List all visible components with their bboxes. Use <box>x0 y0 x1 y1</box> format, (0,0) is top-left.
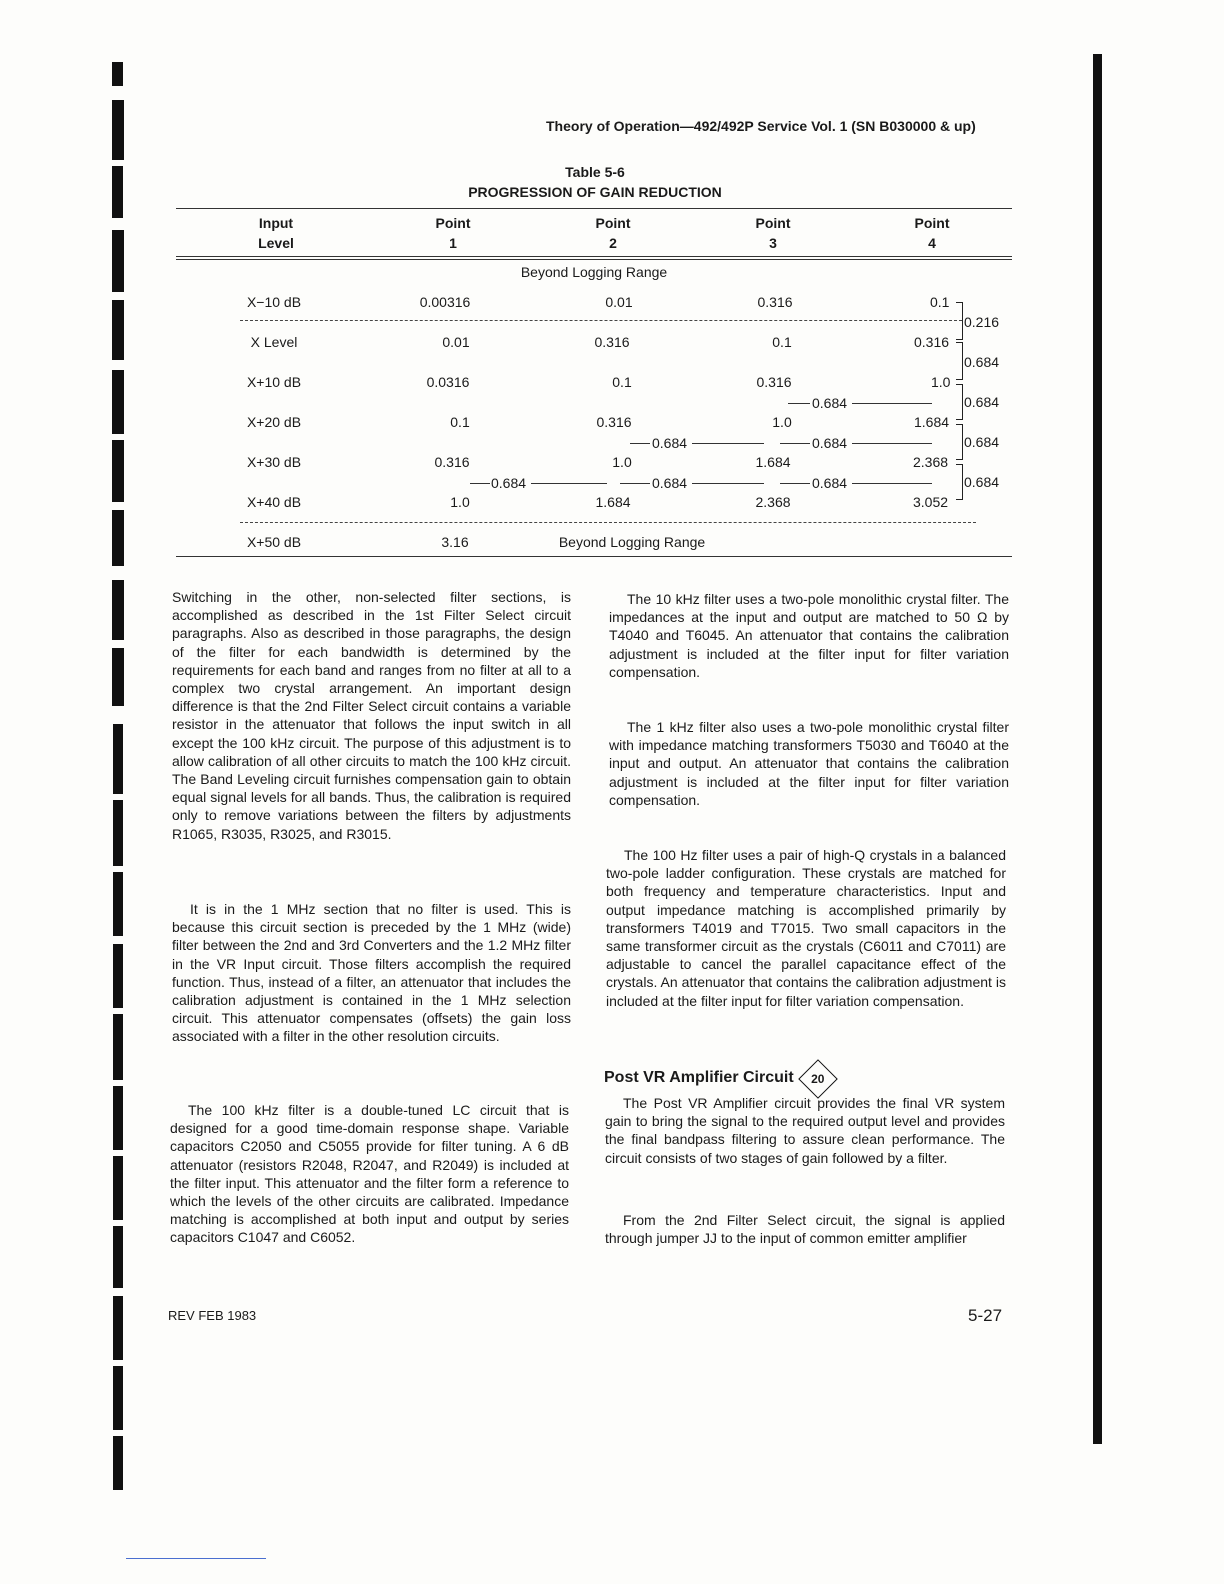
diff-bracket <box>956 424 963 460</box>
point-3-cell: 0.1 <box>772 334 792 350</box>
point-2-cell: 0.316 <box>596 414 632 430</box>
point-3-cell: 1.684 <box>755 454 791 470</box>
point-4-cell: 1.684 <box>914 414 950 430</box>
diagram-reference-diamond-icon <box>798 1059 838 1099</box>
point-2-cell: 1.684 <box>595 494 631 510</box>
footer-revision: REV FEB 1983 <box>168 1308 257 1323</box>
x-level-dashed-rule-top <box>240 320 962 321</box>
right-paragraph-post-vr-signal-path: From the 2nd Filter Select circuit, the signal is applied through jumper JJ to the input of common emitter amplifier <box>605 1212 1005 1247</box>
header-rule-1 <box>176 256 1012 257</box>
column-header-point-4: Point 4 <box>914 215 950 251</box>
point-4-cell: 0.1 <box>930 294 950 310</box>
point-2-cell: 0.1 <box>612 374 632 390</box>
point-3-cell: 0.316 <box>757 294 793 310</box>
point-1-cell: 0.316 <box>434 454 470 470</box>
diff-value: 0.684 <box>964 394 1000 410</box>
point-1-cell: 0.1 <box>450 414 470 430</box>
x-level-dashed-rule-bottom <box>240 522 976 523</box>
connector-value: 0.684 <box>812 475 848 491</box>
diff-bracket <box>956 342 963 380</box>
right-paragraph-100hz-filter: The 100 Hz filter uses a pair of high-Q crystals in a balanced two-pole ladder configuration. These crystals are matched for both frequency and temperature characteristics. Input and output impedance matching is accomplished primarily by transformers T4019 and T7015. Two small capacitors in the same transformer circuit as the crystals (C6011 and C7011) are adjustable to cancel the parallel capacitance effect of the crystals. An attenuator that contains the calibration adjustment is included at the filter input for filter variation compensation. <box>606 847 1006 1009</box>
input-level-cell: X+40 dB <box>246 494 302 510</box>
connector-line <box>630 443 650 444</box>
diff-bracket <box>956 464 963 500</box>
diff-value: 0.684 <box>964 474 1000 490</box>
input-level-cell: X Level <box>250 334 298 350</box>
input-level-cell: X+30 dB <box>246 454 302 470</box>
diff-value: 0.684 <box>964 434 1000 450</box>
diff-bracket <box>956 302 963 340</box>
point-3-cell: 0.316 <box>756 374 792 390</box>
connector-line <box>788 403 810 404</box>
input-level-cell: X−10 dB <box>246 294 302 310</box>
point-2-cell: 1.0 <box>612 454 632 470</box>
connector-line <box>692 443 764 444</box>
column-header-point-2: Point 2 <box>595 215 631 251</box>
connector-line <box>852 443 932 444</box>
connector-value: 0.684 <box>652 475 688 491</box>
page-number: 5-27 <box>968 1306 1003 1325</box>
beyond-logging-range-bottom: Beyond Logging Range <box>558 534 706 550</box>
column-header-point-3: Point 3 <box>755 215 791 251</box>
point-4-cell: 1.0 <box>931 374 951 390</box>
scan-underline <box>126 1558 266 1559</box>
connector-line <box>620 483 650 484</box>
table-number: Table 5-6 <box>565 164 625 180</box>
point-1-cell: 3.16 <box>441 534 469 550</box>
right-paragraph-10khz-filter: The 10 kHz filter uses a two-pole monolithic crystal filter. The impedances at the input and output are matched to 50 Ω by T4040 and T6045. An attenuator that contains the calibration adjustment is included at the filter input for filter variation compensation. <box>609 591 1009 680</box>
connector-line <box>470 483 490 484</box>
connector-line <box>531 483 607 484</box>
point-1-cell: 0.00316 <box>419 294 471 310</box>
right-paragraph-1khz-filter: The 1 kHz filter also uses a two-pole monolithic crystal filter with impedance matching transformers T5030 and T6040 at the input and output. An attenuator that contains the calibration adjustment is included at the filter input for filter variation compensation. <box>609 719 1009 808</box>
connector-line <box>692 483 764 484</box>
diagram-reference-number: 20 <box>810 1071 825 1086</box>
connector-line <box>852 483 932 484</box>
input-level-cell: X+20 dB <box>246 414 302 430</box>
connector-value: 0.684 <box>812 395 848 411</box>
diff-value: 0.684 <box>964 354 1000 370</box>
column-header-point-1: Point 1 <box>435 215 471 251</box>
table-top-rule <box>176 208 1012 209</box>
connector-line <box>780 483 810 484</box>
diff-bracket <box>956 384 963 420</box>
point-3-cell: 2.368 <box>755 494 791 510</box>
point-2-cell: 0.316 <box>594 334 630 350</box>
table-bottom-rule <box>176 556 1012 557</box>
point-1-cell: 1.0 <box>450 494 470 510</box>
connector-line <box>852 403 932 404</box>
left-paragraph-1mhz-section: It is in the 1 MHz section that no filter is used. This is because this circuit section is preceded by the 1 MHz (wide) filter between the 2nd and 3rd Converters and the 1.2 MHz filter in the VR Input circuit. Those filters accomplish the required function. Thus, instead of a filter, an attenuator that includes the calibration adjustment is contained in the 1 MHz selection circuit. This attenuator compensates (offsets) the gain loss associated with a filter in the other resolution circuits. <box>172 901 571 1045</box>
header-rule-2 <box>176 259 1012 260</box>
point-4-cell: 3.052 <box>913 494 949 510</box>
input-level-cell: X+50 dB <box>246 534 302 550</box>
diff-value: 0.216 <box>964 314 1000 330</box>
column-header-input-level: Input Level <box>258 215 294 251</box>
connector-line <box>780 443 810 444</box>
section-heading-text: Post VR Amplifier Circuit <box>604 1069 794 1086</box>
left-paragraph-filter-switching: Switching in the other, non-selected filter sections, is accomplished as described in the 1st Filter Select circuit paragraphs. Also as described in those paragraphs, the design of the filter for each bandwidth is determined by the requirements for each band and ranges from no filter at all to a complex two crystal arrangement. An important design difference is that the 2nd Filter Select circuit contains a variable resistor in the attenuator that follows the input switch in all except the 100 kHz circuit. The purpose of this adjustment is to allow calibration of all other circuits to match the 100 kHz circuit. The Band Leveling circuit furnishes compensation gain to obtain equal signal levels for all bands. Thus, the calibration is required only to remove variations between the filters by adjustments R1065, R3035, R3025, and R3015. <box>172 589 571 842</box>
table-title: PROGRESSION OF GAIN REDUCTION <box>468 184 722 200</box>
connector-value: 0.684 <box>491 475 527 491</box>
point-3-cell: 1.0 <box>772 414 792 430</box>
left-paragraph-100khz-filter: The 100 kHz filter is a double-tuned LC circuit that is designed for a good time-domain response shape. Variable capacitors C2050 and C5055 provide for filter tuning. A 6 dB attenuator (resistors R2048, R2047, and R2049) is included at the filter input. This attenuator and the filter form a reference to which the levels of the other circuits are calibrated. Impedance matching is accomplished at both input and output by series capacitors C1047 and C6052. <box>170 1102 569 1246</box>
point-1-cell: 0.01 <box>442 334 470 350</box>
connector-value: 0.684 <box>812 435 848 451</box>
point-4-cell: 2.368 <box>913 454 949 470</box>
beyond-logging-range-top: Beyond Logging Range <box>520 264 668 280</box>
right-edge-bar <box>1093 54 1102 1444</box>
right-paragraph-post-vr-intro: The Post VR Amplifier circuit provides the final VR system gain to bring the signal to the required output level and provides the final bandpass filtering to assure clean performance. The circuit consists of two stages of gain followed by a filter. <box>605 1095 1005 1166</box>
input-level-cell: X+10 dB <box>246 374 302 390</box>
connector-value: 0.684 <box>652 435 688 451</box>
section-heading-post-vr-amplifier <box>604 1063 832 1093</box>
point-1-cell: 0.0316 <box>426 374 470 390</box>
point-2-cell: 0.01 <box>605 294 633 310</box>
point-4-cell: 0.316 <box>914 334 950 350</box>
running-header: Theory of Operation—492/492P Service Vol. 1 (SN B030000 & up) <box>546 118 976 134</box>
